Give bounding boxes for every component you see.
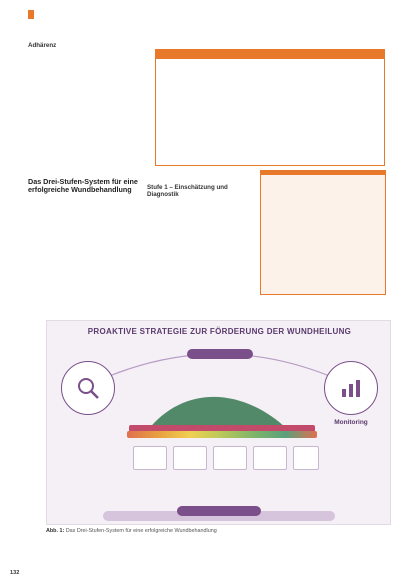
info-box-list (260, 170, 386, 295)
step-card-3 (213, 446, 247, 470)
magnifier-icon (75, 375, 101, 401)
figure-title: PROAKTIVE STRATEGIE ZUR FÖRDERUNG DER WUNDHEILUNG (87, 327, 352, 336)
left-column (28, 40, 140, 51)
step-card-1 (133, 446, 167, 470)
middle-column (147, 178, 255, 200)
step-card-5 (293, 446, 319, 470)
monitoring-circle (324, 361, 378, 415)
caption-label: Abb. 1: (46, 528, 65, 534)
right-label: Monitoring (334, 419, 368, 426)
center-pill (187, 349, 253, 359)
info-box-items (261, 175, 385, 181)
step-card-4 (253, 446, 287, 470)
left-column-lower (28, 176, 140, 196)
subhead-stage-1: Stufe 1 – Einschätzung und Diagnostik (147, 184, 228, 198)
healing-gradient-strip (127, 431, 317, 438)
chart-icon (338, 375, 364, 401)
caption-text: Das Drei-Stufen-System für eine erfolgreiche Wundbehandlung (65, 528, 217, 534)
section-tag (28, 10, 34, 19)
page-number: 132 (10, 570, 20, 576)
step-card-2 (173, 446, 207, 470)
bottom-pill (177, 506, 261, 516)
figure-caption (46, 528, 217, 534)
info-box-title (156, 50, 384, 59)
info-box-table (155, 49, 385, 166)
page-footer (10, 570, 19, 576)
page-header (0, 0, 413, 20)
diagnosis-circle (61, 361, 115, 415)
section-heading: Das Drei-Stufen-System für eine erfolgreiche Wundbehandlung (28, 177, 138, 194)
strategy-figure (46, 320, 391, 525)
subhead-adherence: Adhärenz (28, 42, 57, 49)
